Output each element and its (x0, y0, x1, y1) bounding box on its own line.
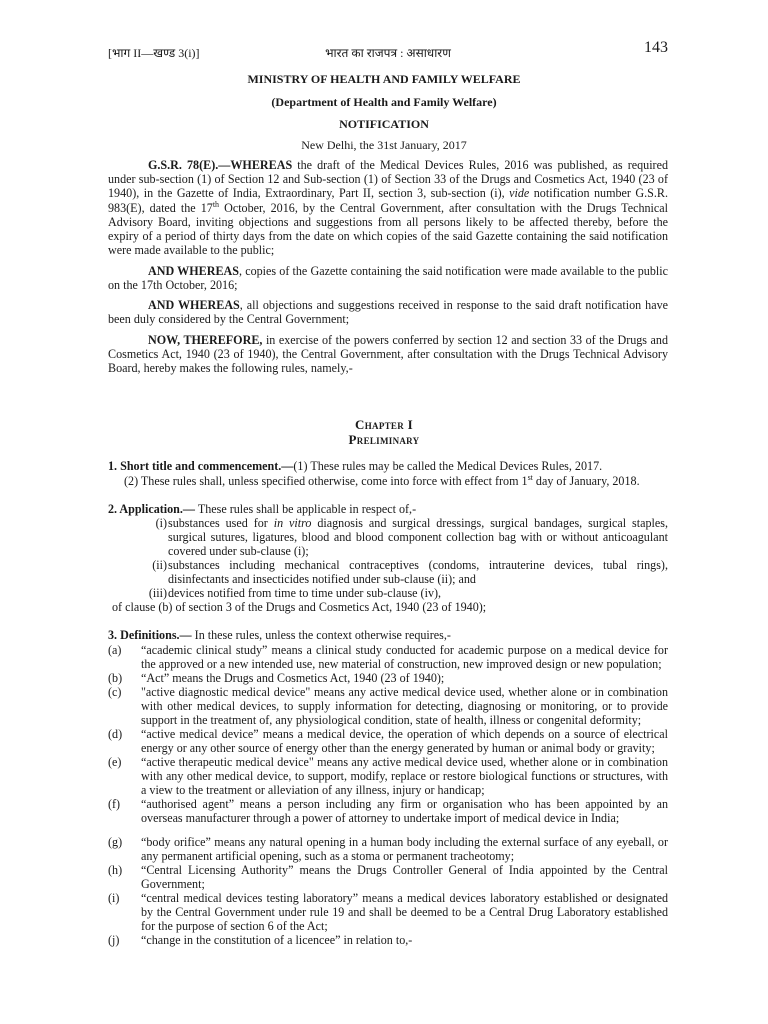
notification-heading: NOTIFICATION (339, 117, 429, 131)
page-number: 143 (644, 39, 668, 56)
rule-1-subrule-2: (2) These rules shall, unless specified otherwise, come into force with effect from 1st day of January, 2018. (124, 472, 640, 488)
rule-2-clause-iii: (iii) devices notified from time to time under sub-clause (iv), (148, 586, 442, 600)
definition-item: (f) “authorised agent” means a person including any firm or organisation who has been appointed by an overseas manufacturer through a power of attorney to undertake import of medical device in India; (108, 797, 668, 826)
rule-1-heading: 1. Short title and commencement.— (108, 459, 294, 473)
definition-item: (h) “Central Licensing Authority” means the Drugs Controller General of India appointed by the Central Government; (108, 863, 668, 892)
department-heading: (Department of Health and Family Welfare) (271, 95, 497, 109)
definition-item: (e) “active therapeutic medical device" means any active medical device used, whether alone or in combination with any other medical device, to support, modify, replace or restore biological functions or structures, with a view to the treatment or alleviation of any illness, injury or handicap; (108, 755, 668, 798)
rule-2: 2. Application.— These rules shall be applicable in respect of,- (108, 502, 417, 516)
rule-2-closing: of clause (b) of section 3 of the Drugs and Cosmetics Act, 1940 (23 of 1940); (112, 600, 487, 614)
preamble-paragraph-4: NOW, THEREFORE, in exercise of the powers conferred by section 12 and section 33 of the Drugs and Cosmetics Act, 1940 (23 of 1940), the Central Government, after consultation with the Drugs Technical Advisory Board, hereby makes the following rules, namely,- (108, 333, 669, 376)
rule-3: 3. Definitions.— In these rules, unless the context otherwise requires,- (108, 628, 451, 642)
definition-item: (j) “change in the constitution of a licencee” in relation to,- (108, 933, 413, 947)
rule-2-heading: 2. Application.— (108, 502, 196, 516)
definition-item: (a) “academic clinical study” means a clinical study conducted for academic purpose on a medical device for the approved or a new intended use, new material of construction, new improved design or new population; (108, 643, 668, 672)
preamble-paragraph-3: AND WHEREAS, all objections and suggestions received in response to the said draft notification have been duly considered by the Central Government; (108, 298, 668, 327)
preamble-paragraph-2: AND WHEREAS, copies of the Gazette containing the said notification were made available to the public on the 17th October, 2016; (108, 264, 668, 293)
dateline: New Delhi, the 31st January, 2017 (301, 138, 467, 152)
chapter-number: Chapter I (355, 417, 413, 432)
header-gazette-title: भारत का राजपत्र : असाधारण (325, 46, 451, 60)
chapter-title: Preliminary (348, 432, 420, 447)
definition-item: (c) "active diagnostic medical device" means any active medical device used, whether alone or in combination with other medical devices, to supply information for detecting, diagnosing or monitoring, or to provide support in the treatment of, any physiological condition, state of health, illness or congenital deformity; (108, 685, 668, 728)
gsr-number: G.S.R. 78(E).—WHEREAS (148, 158, 293, 172)
definition-item: (i) “central medical devices testing laboratory” means a medical devices laboratory established or designated by the Central Government under rule 19 and shall be deemed to be a Central Drug Laboratory established for the purpose of section 6 of the Act; (108, 891, 668, 934)
rule-2-clause-i: (i) substances used for in vitro diagnosis and surgical dressings, surgical bandages, surgical staples, surgical sutures, ligatures, blood and blood component collection bag with or without anticoagulant covered under sub-clause (i); (155, 516, 668, 559)
ministry-heading: MINISTRY OF HEALTH AND FAMILY WELFARE (247, 72, 521, 86)
running-header (108, 39, 668, 62)
preamble-paragraph-1: G.S.R. 78(E).—WHEREAS the draft of the Medical Devices Rules, 2016 was published, as required under sub-section (1) of Section 12 and Sub-section (1) of Section 33 of the Drugs and Cosmetics Act, 1940 (23 of 1940), in the Gazette of India, Extraordinary, Part II, section 3, sub-section (i), vide notification number G.S.R. 983(E), dated the 17th October, 2016, by the Central Government, after consultation with the Drugs Technical Advisory Board, inviting objections and suggestions from all persons likely to be affected thereby, before the expiry of a period of thirty days from the date on which copies of the said Gazette containing the said notification were made available to the public; (108, 158, 668, 258)
rule-2-clause-ii: (ii) substances including mechanical contraceptives (condoms, intrauterine devices, tubal rings), disinfectants and insecticides notified under sub-clause (ii); and (152, 558, 668, 587)
definition-item: (d) “active medical device” means a medical device, the operation of which depends on a source of electrical energy or any other source of energy other than the energy generated by human or animal body or gravity; (108, 727, 668, 756)
header-part-section: [भाग II—खण्ड 3(i)] (108, 46, 200, 60)
rule-1: 1. Short title and commencement.—(1) These rules may be called the Medical Devices Rules, 2017. (108, 459, 603, 473)
rule-3-heading: 3. Definitions.— (108, 628, 192, 642)
definition-item: (b) “Act” means the Drugs and Cosmetics Act, 1940 (23 of 1940); (108, 671, 445, 685)
definition-item: (g) “body orifice” means any natural opening in a human body including the external surface of any eyeball, or any permanent artificial opening, such as a stoma or permanent tracheotomy; (108, 835, 668, 864)
